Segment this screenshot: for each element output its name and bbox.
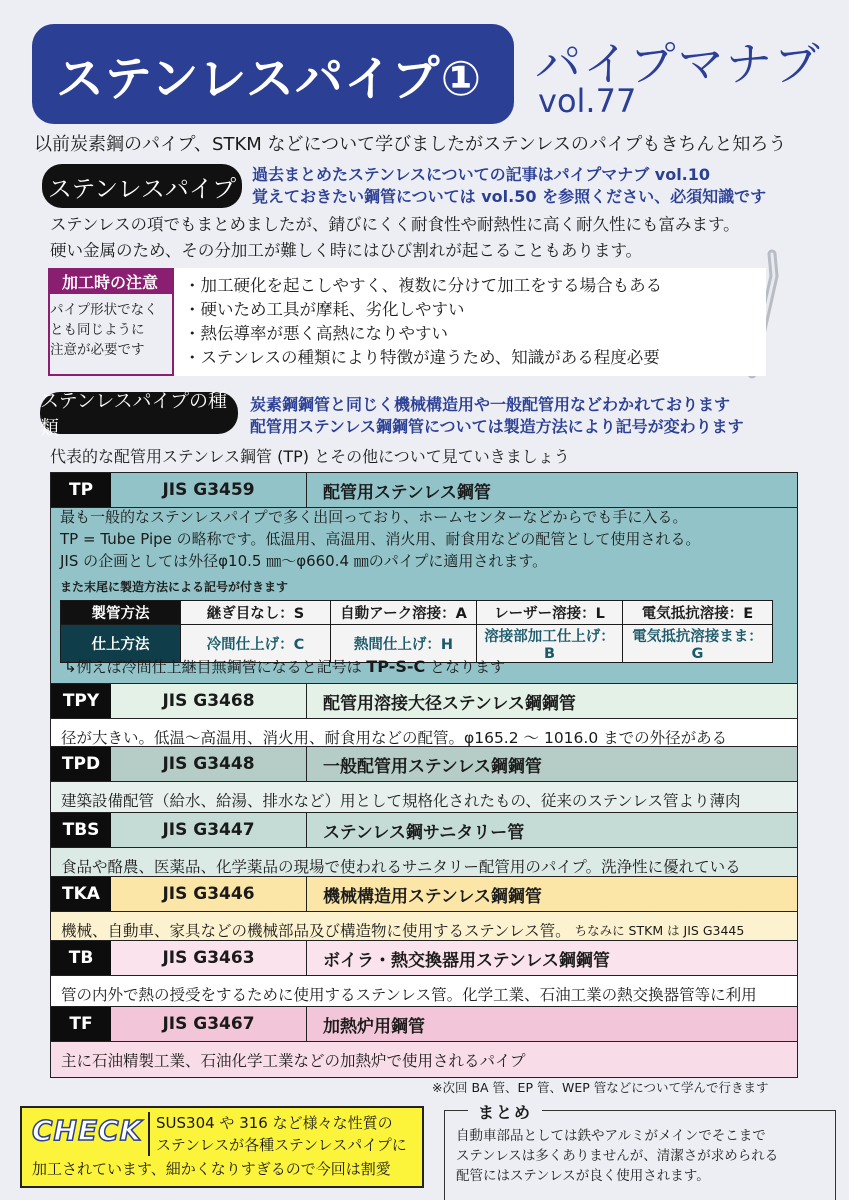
note-line: 過去まとめたステンレスについての記事はパイプマナブ vol.10 [252, 165, 711, 184]
next-issue-footnote: ※次回 BA 管、EP 管、WEP 管などについて学んで行きます [432, 1080, 769, 1095]
type-header-tp [50, 472, 798, 508]
caution-item: ・加工硬化を起こしやすく、複数に分けて加工をする場合もある [184, 276, 663, 295]
check-text-top [148, 1112, 407, 1156]
tp-example [64, 656, 505, 677]
tp-suffix-note: また末尾に製造方法による記号が付きます [60, 580, 289, 594]
type-desc-tbs: 食品や酪農、医薬品、化学薬品の現場で使われるサニタリー配管用のパイプ。洗浄性に優れている [50, 848, 798, 884]
type-name: 加熱炉用鋼管 [323, 1016, 425, 1037]
example-code: TP-S-C [366, 657, 426, 676]
caution-side-note [50, 300, 175, 360]
type-desc-tpy: 径が大きい。低温〜高温用、消火用、耐食用などの配管。φ165.2 〜 1016.0 までの外径がある [50, 719, 798, 755]
type-name: ボイラ・熱交換器用ステンレス鋼鋼管 [323, 950, 610, 971]
finish-cell: 溶接部加工仕上げ：B [477, 625, 623, 663]
check-logo: CHECK [32, 1114, 143, 1147]
method-label: 製管方法 [61, 601, 181, 625]
type-header-tpd [50, 746, 798, 782]
type-code: TPY [51, 684, 111, 718]
type-code: TPD [51, 747, 111, 781]
type-header-tka [50, 876, 798, 912]
jis-number: JIS G3468 [111, 684, 307, 718]
jis-number: JIS G3448 [111, 747, 307, 781]
type-code: TF [51, 1007, 111, 1041]
type-header-tb [50, 940, 798, 976]
desc-text: 機械、自動車、家具などの機械部品及び構造物に使用するステンレス管。 [61, 921, 571, 940]
type-header-tpy [50, 683, 798, 719]
type-desc-tf: 主に石油精製工業、石油化学工業などの加熱炉で使用されるパイプ [50, 1042, 798, 1078]
section1-reference-note [252, 164, 766, 208]
jis-number: JIS G3459 [111, 473, 307, 507]
finish-label: 仕上方法 [61, 625, 181, 663]
volume-number: vol.77 [538, 82, 637, 120]
page-title: ステンレスパイプ① [32, 24, 514, 124]
summary-line: ステンレスは多くありませんが、清潔さが求められる [456, 1148, 779, 1164]
type-code: TBS [51, 813, 111, 847]
type-header-tf [50, 1006, 798, 1042]
summary-title: まとめ [468, 1100, 542, 1123]
suffix-code-table [60, 600, 773, 663]
example-prefix: ↳例えば冷間仕上継目無鋼管になると記号は [64, 658, 362, 676]
section2-body: 代表的な配管用ステンレス鋼管 (TP) とその他について見ていきましょう [50, 447, 570, 466]
finish-cell: 電気抵抗溶接まま：G [623, 625, 773, 663]
type-desc-tb: 管の内外で熱の授受をするために使用するステンレス管。化学工業、石油工業の熱交換器管等に利用 [50, 976, 798, 1012]
method-cell: 電気抵抗溶接：E [623, 601, 773, 625]
caution-item: ・ステンレスの種類により特徴が違うため、知識がある程度必要 [184, 348, 660, 367]
jis-number: JIS G3446 [111, 877, 307, 911]
summary-line: 配管にはステンレスが良く使用されます。 [456, 1168, 710, 1184]
check-line: ステンレスが各種ステンレスパイプに [156, 1136, 407, 1154]
caution-heading: 加工時の注意 [48, 268, 172, 294]
method-cell: 自動アーク溶接：A [331, 601, 477, 625]
side-note-line: とも同じように [50, 322, 145, 338]
type-name: ステンレス鋼サニタリー管 [323, 822, 525, 843]
section2-note [250, 394, 744, 438]
method-row [61, 601, 773, 625]
side-note-line: パイプ形状でなく [50, 302, 158, 318]
side-note-line: 注意が必要です [50, 342, 145, 358]
example-suffix: となります [430, 658, 506, 676]
body-line: ステンレスの項でもまとめましたが、錆びにくく耐食性や耐熱性に高く耐久性にも富みます。 [50, 215, 740, 234]
summary-text [456, 1126, 778, 1186]
type-name: 配管用溶接大径ステンレス鋼鋼管 [323, 693, 576, 714]
summary-line: 自動車部品としては鉄やアルミがメインでそこまで [456, 1128, 766, 1144]
type-name: 配管用ステンレス鋼管 [323, 482, 491, 503]
section1-body [50, 212, 740, 264]
body-line: 硬い金属のため、その分加工が難しく時にはひび割れが起こることもあります。 [50, 241, 643, 260]
intro-text: 以前炭素鋼のパイプ、STKM などについて学びましたがステンレスのパイプもきちんと知ろう [34, 134, 787, 155]
jis-number: JIS G3463 [111, 941, 307, 975]
note-line: 配管用ステンレス鋼鋼管については製造方法により記号が変わります [250, 417, 744, 436]
tp-line: JIS の企画としては外径φ10.5 ㎜〜φ660.4 ㎜のパイプに適用されます。 [60, 552, 548, 570]
jis-number: JIS G3467 [111, 1007, 307, 1041]
finish-cell: 冷間仕上げ：C [181, 625, 331, 663]
jis-number: JIS G3447 [111, 813, 307, 847]
finish-cell: 熱間仕上げ：H [331, 625, 477, 663]
tp-line: 最も一般的なステンレスパイプで多く出回っており、ホームセンターなどからでも手に入る。 [60, 508, 688, 526]
type-header-tbs [50, 812, 798, 848]
brand-name: パイプマナブ [535, 37, 822, 91]
type-code: TKA [51, 877, 111, 911]
type-code: TB [51, 941, 111, 975]
section-heading-stainless-pipe: ステンレスパイプ [42, 164, 242, 208]
tp-line: TP = Tube Pipe の略称です。低温用、高温用、消火用、耐食用などの配管として使用される。 [60, 530, 701, 548]
tp-description [60, 506, 700, 572]
method-cell: レーザー溶接：L [477, 601, 623, 625]
type-desc-tpd: 建築設備配管（給水、給湯、排水など）用として規格化されたもの、従来のステンレス管より薄肉 [50, 782, 798, 818]
method-cell: 継ぎ目なし：S [181, 601, 331, 625]
check-line: SUS304 や 316 など様々な性質の [156, 1114, 393, 1132]
type-code: TP [51, 473, 111, 507]
note-line: 覚えておきたい鋼管については vol.50 を参照ください、必須知識です [252, 187, 767, 206]
desc-small-note: ちなみに STKM は JIS G3445 [574, 922, 745, 938]
section-heading-pipe-types: ステンレスパイプの種類 [40, 392, 238, 434]
check-line: 加工されています、細かくなりすぎるので今回は割愛 [32, 1160, 391, 1178]
caution-item: ・硬いため工具が摩耗、劣化しやすい [184, 300, 465, 319]
caution-list [172, 268, 766, 376]
note-line: 炭素鋼鋼管と同じく機械構造用や一般配管用などわかれております [250, 395, 731, 414]
caution-item: ・熱伝導率が悪く高熱になりやすい [184, 324, 448, 343]
type-name: 一般配管用ステンレス鋼鋼管 [323, 756, 542, 777]
type-name: 機械構造用ステンレス鋼鋼管 [323, 886, 542, 907]
